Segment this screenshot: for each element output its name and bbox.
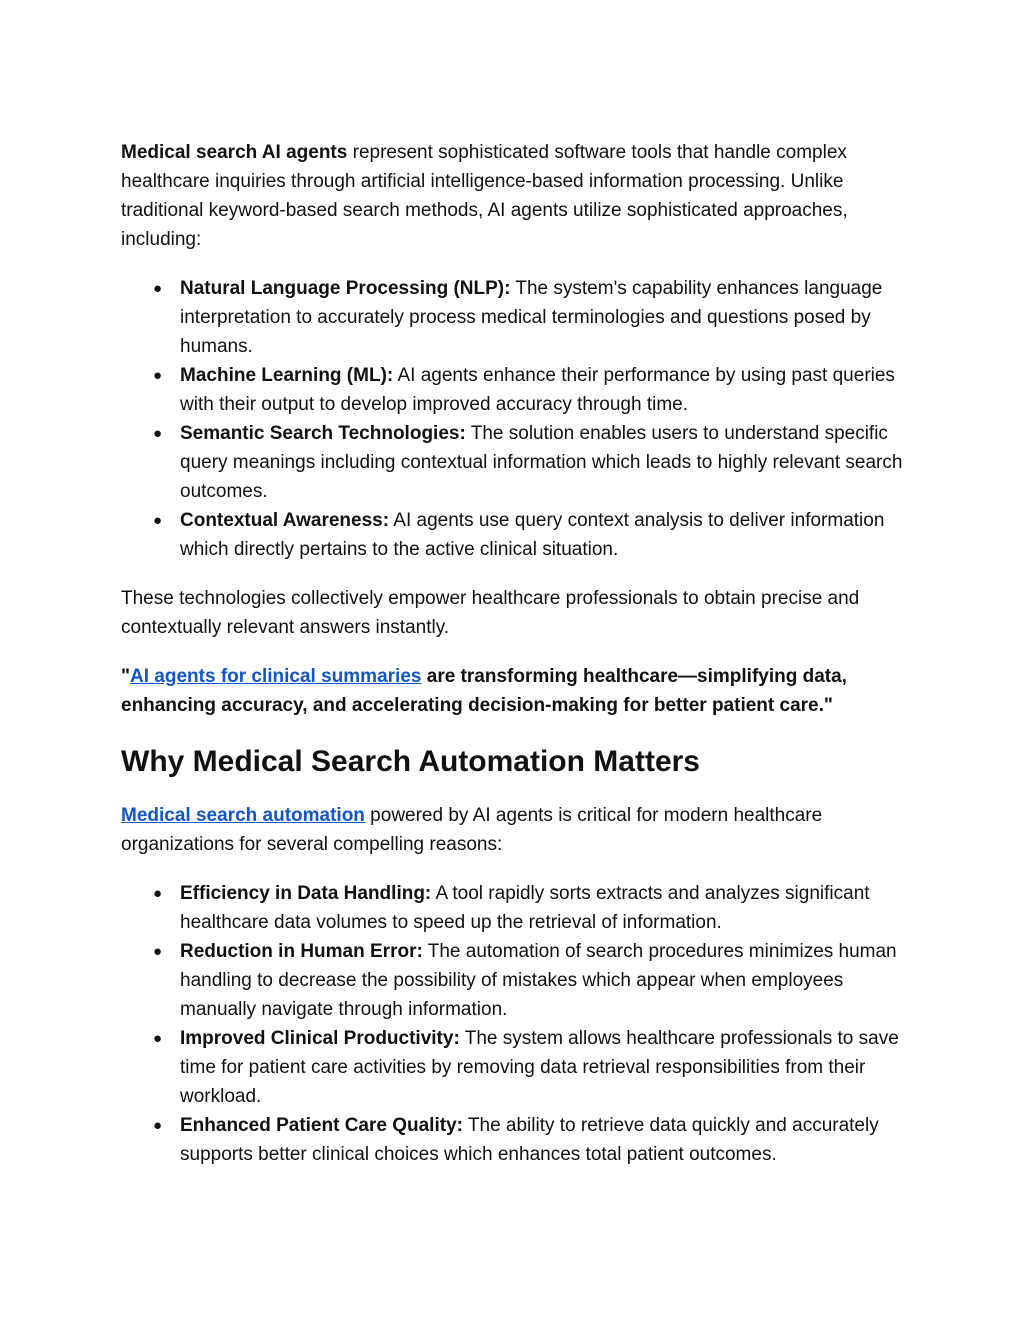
section-intro-paragraph xyxy=(121,801,911,859)
intro-text: represent sophisticated software tools that handle complex healthcare inquiries through artificial intelligence-based information processing. Unlike traditional keyword-based search methods, AI agents utilize sophisticated approaches, including: xyxy=(121,142,848,250)
list-item xyxy=(121,879,911,937)
list-item-text: The system's capability enhances language interpretation to accurately process medical terminologies and questions posed by humans. xyxy=(180,278,883,357)
quote-text: are transforming healthcare—simplifying data, enhancing accuracy, and accelerating decision-making for better patient care. xyxy=(121,666,847,716)
clinical-summaries-link[interactable]: AI agents for clinical summaries xyxy=(130,666,422,687)
summary-paragraph: These technologies collectively empower healthcare professionals to obtain precise and contextually relevant answers instantly. xyxy=(121,588,860,638)
bullet-icon: ● xyxy=(153,425,163,442)
bullet-icon: ● xyxy=(153,280,163,297)
bullet-icon: ● xyxy=(153,1030,163,1047)
quote-close: " xyxy=(823,695,833,716)
list-item-title: Reduction in Human Error: xyxy=(180,941,423,962)
list-item-text: The solution enables users to understand specific query meanings including contextual information which leads to highly relevant search outcomes. xyxy=(180,423,903,502)
list-item-text: AI agents use query context analysis to deliver information which directly pertains to the active clinical situation. xyxy=(180,510,885,560)
list-item-title: Enhanced Patient Care Quality: xyxy=(180,1115,463,1136)
list-item-title: Natural Language Processing (NLP): xyxy=(180,278,511,299)
list-item xyxy=(121,274,911,361)
bullet-icon: ● xyxy=(153,885,163,902)
list-item-text: The automation of search procedures minimizes human handling to decrease the possibility of mistakes which appear when employees manually navigate through information. xyxy=(180,941,897,1020)
list-item xyxy=(121,506,911,564)
section-heading: Why Medical Search Automation Matters xyxy=(121,745,700,778)
list-item-title: Contextual Awareness: xyxy=(180,510,390,531)
section-intro-text: powered by AI agents is critical for modern healthcare organizations for several compelling reasons: xyxy=(121,805,823,855)
list-item xyxy=(121,1024,911,1111)
intro-paragraph xyxy=(121,138,911,254)
medical-search-automation-link[interactable]: Medical search automation xyxy=(121,805,365,826)
list-item-text: The system allows healthcare professionals to save time for patient care activities by removing data retrieval responsibilities from their workload. xyxy=(180,1028,899,1107)
quote-paragraph xyxy=(121,662,911,720)
list-item-title: Machine Learning (ML): xyxy=(180,365,394,386)
list-item-text: AI agents enhance their performance by using past queries with their output to develop improved accuracy through time. xyxy=(180,365,895,415)
list-item-text: The ability to retrieve data quickly and accurately supports better clinical choices which enhances total patient outcomes. xyxy=(180,1115,879,1165)
list-item-text: A tool rapidly sorts extracts and analyzes significant healthcare data volumes to speed up the retrieval of information. xyxy=(180,883,870,933)
list-item xyxy=(121,419,911,506)
list-item-title: Improved Clinical Productivity: xyxy=(180,1028,460,1049)
bullet-icon: ● xyxy=(153,1117,163,1134)
list-item-title: Efficiency in Data Handling: xyxy=(180,883,432,904)
list-item-title: Semantic Search Technologies: xyxy=(180,423,466,444)
list-item xyxy=(121,1111,911,1169)
approaches-list xyxy=(121,274,911,564)
bullet-icon: ● xyxy=(153,367,163,384)
quote-open: " xyxy=(121,666,131,687)
document-page xyxy=(121,138,911,1189)
list-item xyxy=(121,361,911,419)
reasons-list xyxy=(121,879,911,1169)
bullet-icon: ● xyxy=(153,512,163,529)
list-item xyxy=(121,937,911,1024)
intro-term: Medical search AI agents xyxy=(121,142,348,163)
bullet-icon: ● xyxy=(153,943,163,960)
